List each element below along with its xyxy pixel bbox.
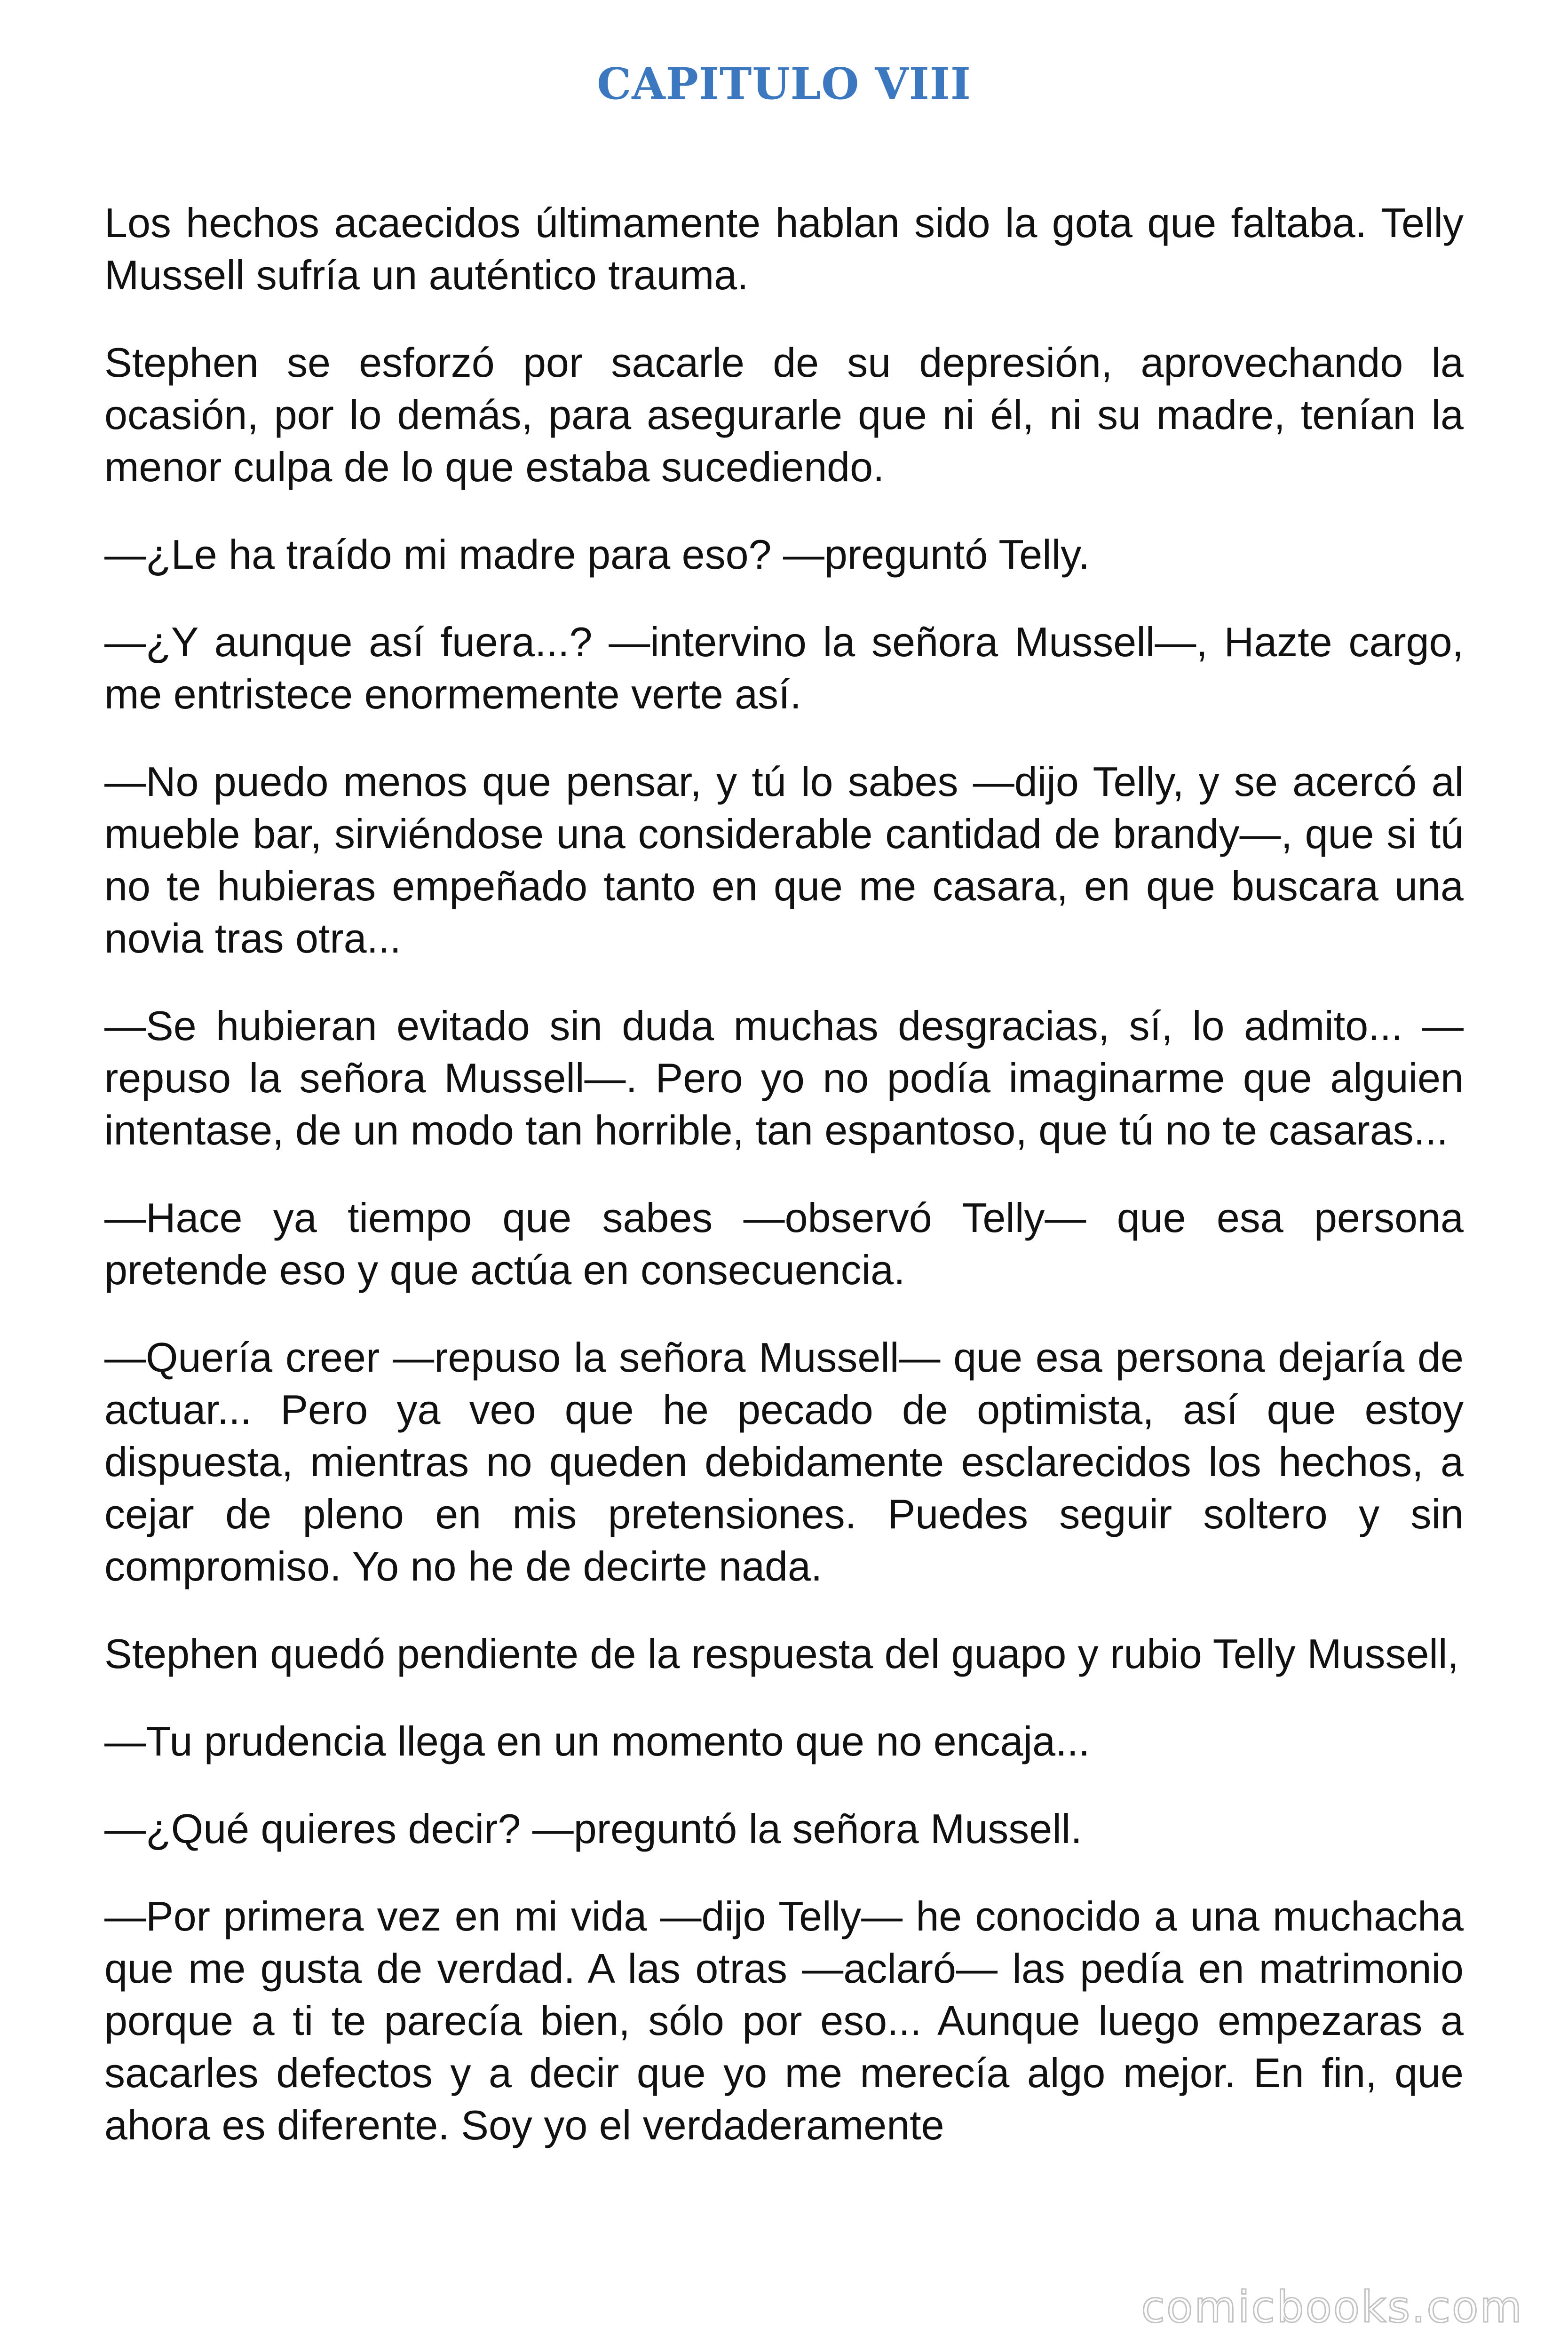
watermark: comicbooks.com bbox=[1141, 2282, 1523, 2332]
paragraph: Los hechos acaecidos últimamente hablan sido la gota que faltaba. Telly Mussell sufría un auténtico trauma. bbox=[104, 199, 1464, 298]
paragraph: —¿Y aunque así fuera...? —intervino la señora Mussell—, Hazte cargo, me entristece enormemente verte así. bbox=[104, 619, 1464, 717]
paragraph: Stephen se esforzó por sacarle de su depresión, aprovechando la ocasión, por lo demás, para asegurarle que ni él, ni su madre, tenían la menor culpa de lo que estaba sucediendo. bbox=[104, 339, 1464, 490]
paragraph: —Tu prudencia llega en un momento que no encaja... bbox=[104, 1718, 1090, 1764]
paragraph: —Se hubieran evitado sin duda muchas desgracias, sí, lo admito... —repuso la señora Mussell—. Pero yo no podía imaginarme que alguien intentase, de un modo tan horrible, tan espantoso, que tú no te casaras... bbox=[104, 1002, 1464, 1153]
paragraph: —¿Qué quieres decir? —preguntó la señora Mussell. bbox=[104, 1805, 1082, 1852]
chapter-body bbox=[104, 197, 1464, 2186]
paragraph: —No puedo menos que pensar, y tú lo sabes —dijo Telly, y se acercó al mueble bar, sirviéndose una considerable cantidad de brandy—, que si tú no te hubieras empeñado tanto en que me casara, en que buscara una novia tras otra... bbox=[104, 758, 1464, 961]
paragraph: —Por primera vez en mi vida —dijo Telly— he conocido a una muchacha que me gusta de verdad. A las otras —aclaró— las pedía en matrimonio porque a ti te parecía bien, sólo por eso... Aunque luego empezaras a sacarles defectos y a decir que yo me merecía algo mejor. En fin, que ahora es diferente. Soy yo el verdaderamente bbox=[104, 1893, 1464, 2148]
paragraph: —Quería creer —repuso la señora Mussell— que esa persona dejaría de actuar... Pero ya veo que he pecado de optimista, así que estoy dispuesta, mientras no queden debidamente esclarecidos los hechos, a cejar de pleno en mis pretensiones. Puedes seguir soltero y sin compromiso. Yo no he de decirte nada. bbox=[104, 1334, 1464, 1589]
paragraph: —¿Le ha traído mi madre para eso? —preguntó Telly. bbox=[104, 531, 1090, 578]
chapter-title: CAPITULO VIII bbox=[597, 58, 971, 109]
paragraph: —Hace ya tiempo que sabes —observó Telly— que esa persona pretende eso y que actúa en consecuencia. bbox=[104, 1194, 1464, 1293]
paragraph: Stephen quedó pendiente de la respuesta del guapo y rubio Telly Mussell, bbox=[104, 1630, 1459, 1677]
